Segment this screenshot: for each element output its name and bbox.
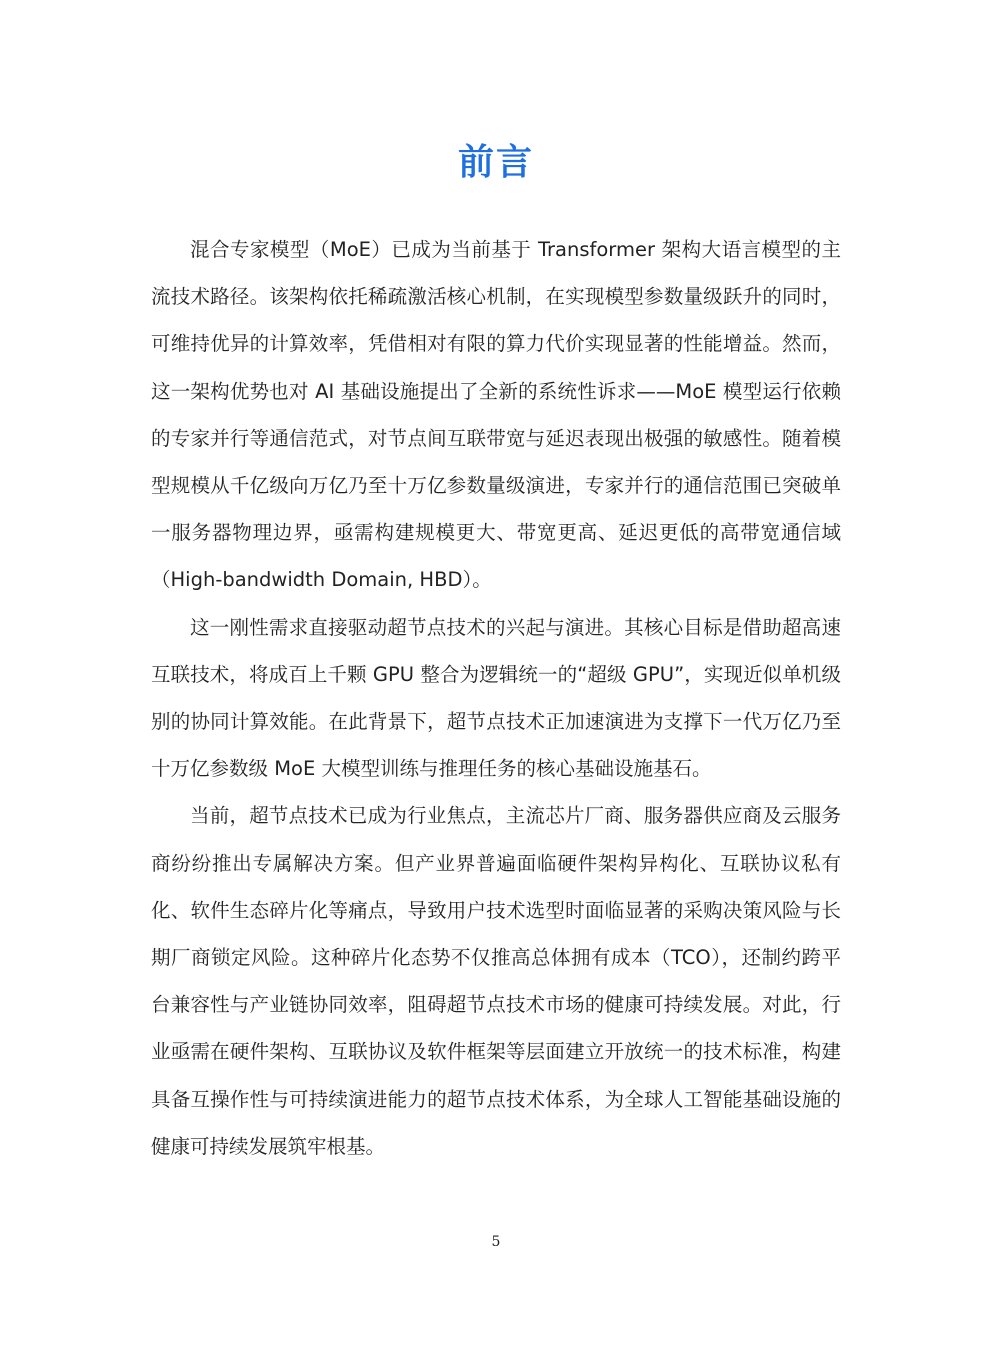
page-title: 前言 [457, 142, 534, 183]
body-text [151, 226, 841, 1170]
paragraph-industry-status: 当前，超节点技术已成为行业焦点，主流芯片厂商、服务器供应商及云服务商纷纷推出专属解决方案。但产业界普遍面临硬件架构异构化、互联协议私有化、软件生态碎片化等痛点，导致用户技术选型时面临显著的采购决策风险与长期厂商锁定风险。这种碎片化态势不仅推高总体拥有成本（TCO），还制约跨平台兼容性与产业链协同效率，阻碍超节点技术市场的健康可持续发展。对此，行业亟需在硬件架构、互联协议及软件框架等层面建立开放统一的技术标准，构建具备互操作性与可持续演进能力的超节点技术体系，为全球人工智能基础设施的健康可持续发展筑牢根基。 [151, 804, 841, 1158]
paragraph-supernode-demand: 这一刚性需求直接驱动超节点技术的兴起与演进。其核心目标是借助超高速互联技术，将成百上千颗 GPU 整合为逻辑统一的“超级 GPU”，实现近似单机级别的协同计算效能。在此背景下，超节点技术正加速演进为支撑下一代万亿乃至十万亿参数级 MoE 大模型训练与推理任务的核心基础设施基石。 [151, 615, 841, 781]
paragraph-moe-intro: 混合专家模型（MoE）已成为当前基于 Transformer 架构大语言模型的主流技术路径。该架构依托稀疏激活核心机制，在实现模型参数量级跃升的同时，可维持优异的计算效率，凭借相对有限的算力代价实现显著的性能增益。然而，这一架构优势也对 AI 基础设施提出了全新的系统性诉求——MoE 模型运行依赖的专家并行等通信范式，对节点间互联带宽与延迟表现出极强的敏感性。随着模型规模从千亿级向万亿乃至十万亿参数量级演进，专家并行的通信范围已突破单一服务器物理边界，亟需构建规模更大、带宽更高、延迟更低的高带宽通信域（High-bandwidth Domain, HBD）。 [151, 238, 841, 592]
page-number: 5 [491, 1234, 501, 1250]
